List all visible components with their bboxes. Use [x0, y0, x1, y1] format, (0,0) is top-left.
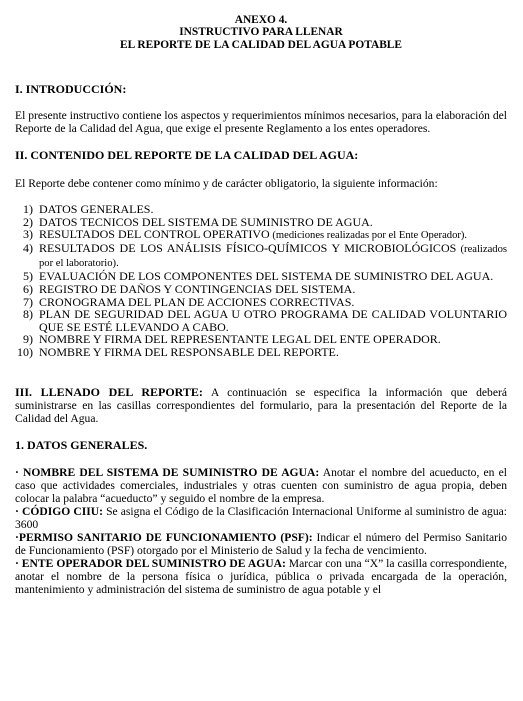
permiso-sanitario-paragraph: ·PERMISO SANITARIO DE FUNCIONAMIENTO (PSF): Indicar el número del Permiso Sanitario de Funcionamiento (PSF) otorgado por el Ministerio de Salud y la fecha de vencimiento. [15, 530, 508, 557]
header-title-line-2: EL REPORTE DE LA CALIDAD DEL AGUA POTABLE [120, 38, 402, 51]
list-item: 2) DATOS TECNICOS DEL SISTEMA DE SUMINISTRO DE AGUA. [23, 214, 373, 229]
section-contenido-title: II. CONTENIDO DEL REPORTE DE LA CALIDAD DEL AGUA: [15, 148, 359, 163]
introduction-paragraph: El presente instructivo contiene los aspectos y requerimientos mínimos necesarios, para la elaboración del Reporte de la Calidad del Agua, que exige el presente Reglamento a los entes operadores. [15, 109, 507, 136]
list-item: 10) NOMBRE Y FIRMA DEL RESPONSABLE DEL REPORTE. [17, 344, 339, 359]
report-contents-list [15, 203, 507, 358]
annex-label: ANEXO 4. [234, 14, 288, 26]
list-item: 1) DATOS GENERALES. [23, 202, 154, 217]
llenado-paragraph [15, 386, 507, 425]
list-item: 8) PLAN DE SEGURIDAD DEL AGUA U OTRO PROGRAMA DE CALIDAD VOLUNTARIO QUE SE ESTÉ LLEVANDO A CABO. [23, 307, 507, 334]
contenido-paragraph: El Reporte debe contener como mínimo y de carácter obligatorio, la siguiente información: [15, 177, 438, 191]
section-llenado-title: III. LLENADO DEL REPORTE: [15, 384, 203, 399]
section-introduction-title: I. INTRODUCCIÓN: [15, 82, 127, 97]
list-item: 4) RESULTADOS DE LOS ANÁLISIS FÍSICO-QUÍMICOS Y MICROBIOLÓGICOS (realizados por el laboratorio). [23, 241, 507, 270]
section-datos-generales-title: 1. DATOS GENERALES. [15, 437, 148, 452]
nombre-sistema-paragraph: · NOMBRE DEL SISTEMA DE SUMINISTRO DE AGUA: Anotar el nombre del acueducto, en el caso que actividades comerciales, industriales y otras cuenten con suministro de agua propia, deben colocar la palabra “acueducto” y seguido el nombre de la empresa. [15, 465, 507, 505]
document-header [15, 14, 507, 51]
header-title-line-1: INSTRUCTIVO PARA LLENAR [179, 26, 343, 39]
ente-operador-paragraph: · ENTE OPERADOR DEL SUMINISTRO DE AGUA: Marcar con una “X” la casilla correspondiente, anotar el nombre de la persona física o jurídica, pública o privada encargada de la operación, mantenimiento y administración del sistema de suministro de agua potable y el [15, 556, 507, 596]
codigo-ciiu-paragraph: · CÓDIGO CIIU: Se asigna el Código de la Clasificación Internacional Uniforme al suministro de agua: 3600 [15, 504, 507, 531]
list-item: 5) EVALUACIÓN DE LOS COMPONENTES DEL SISTEMA DE SUMINISTRO DEL AGUA. [23, 269, 494, 284]
list-item: 6) REGISTRO DE DAÑOS Y CONTINGENCIAS DEL SISTEMA. [23, 282, 356, 296]
list-item: 3) RESULTADOS DEL CONTROL OPERATIVO (mediciones realizadas por el Ente Operador). [23, 227, 468, 242]
list-item: 9) NOMBRE Y FIRMA DEL REPRESENTANTE LEGAL DEL ENTE OPERADOR. [23, 332, 441, 347]
llenado-body: A continuación se especifica la información que deberá suministrarse en las casillas correspondientes del formulario, para la presentación del Reporte de la Calidad del Agua. [15, 385, 507, 425]
list-item: 7) CRONOGRAMA DEL PLAN DE ACCIONES CORRECTIVAS. [23, 294, 355, 309]
